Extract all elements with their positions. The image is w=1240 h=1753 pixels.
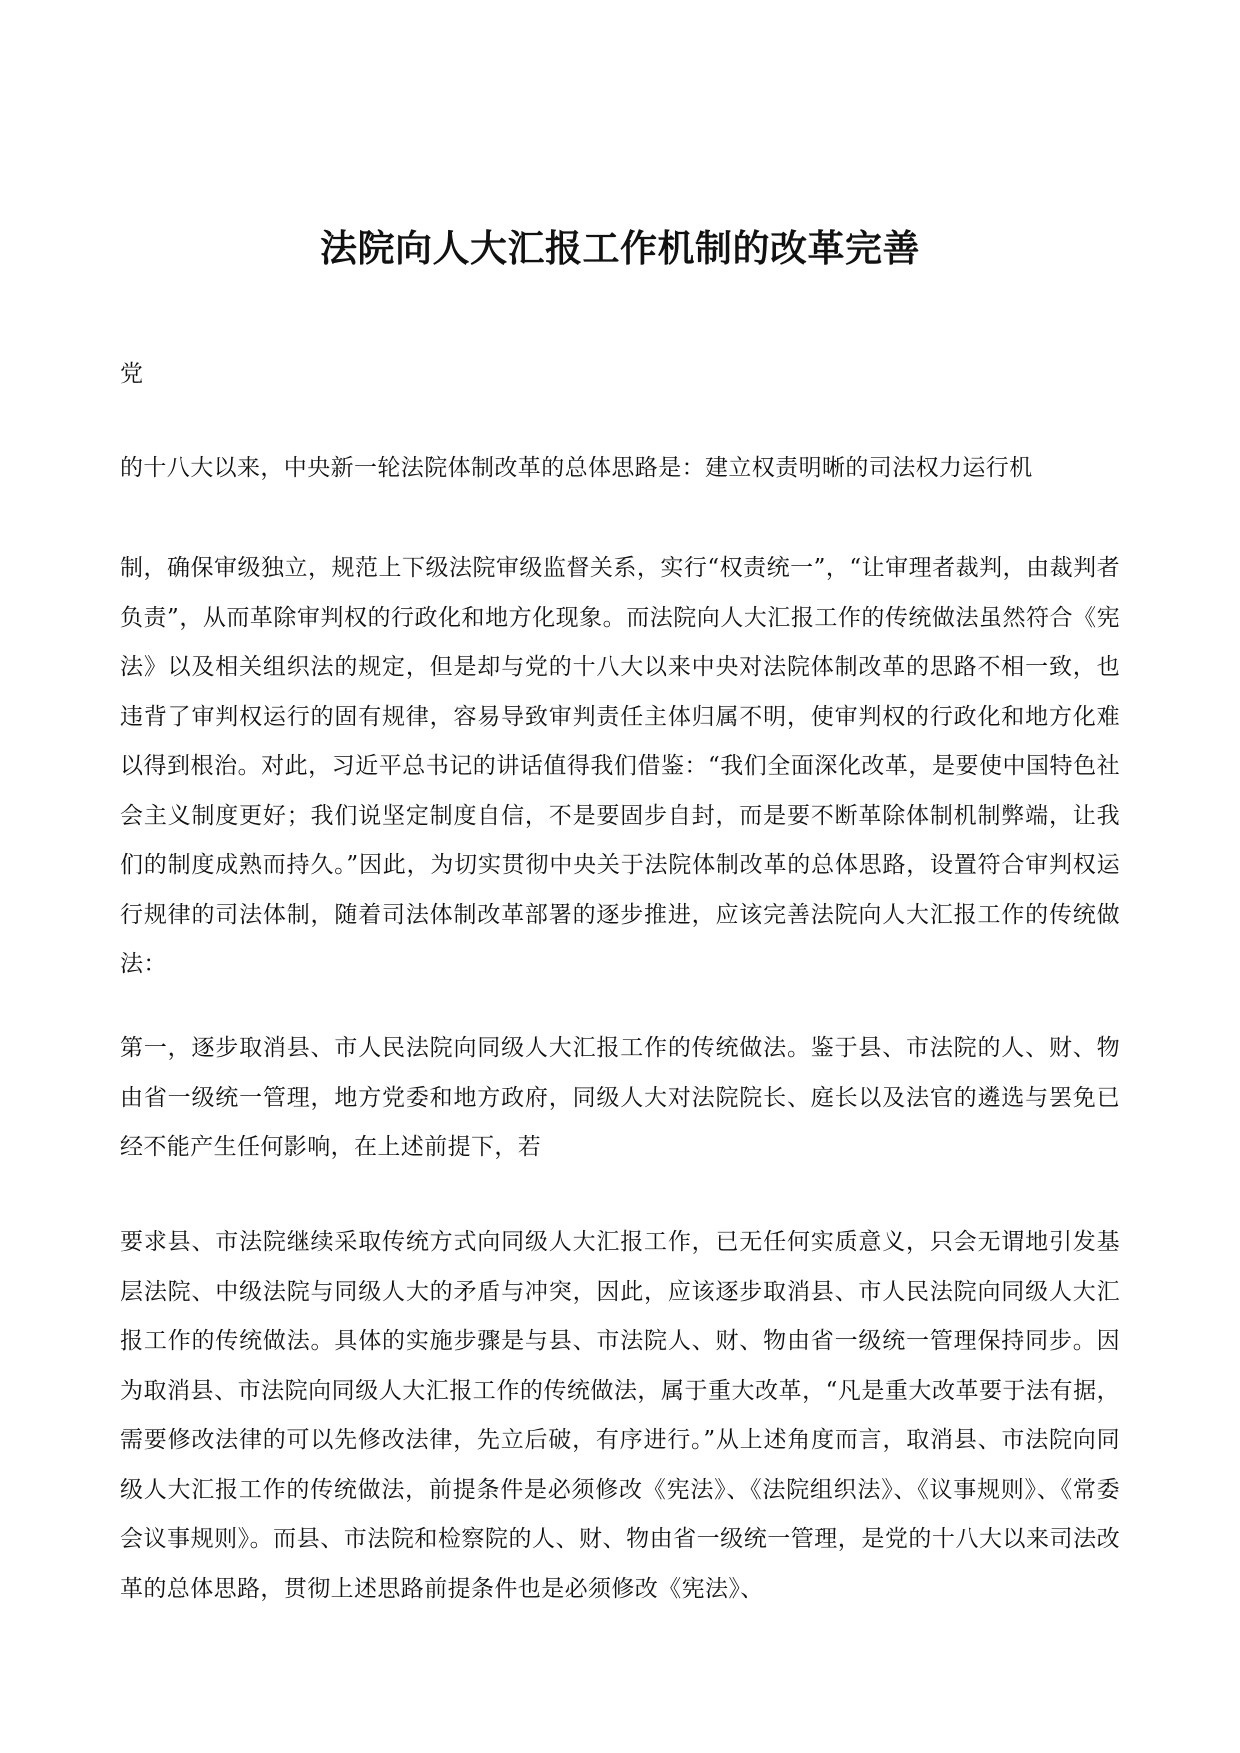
page-title: 法院向人大汇报工作机制的改革完善	[320, 226, 920, 270]
paragraph-1: 党	[120, 361, 144, 387]
paragraph-5: 要求县、市法院继续采取传统方式向同级人大汇报工作，已无任何实质意义，只会无谓地引发基层法院、中级法院与同级人大的矛盾与冲突，因此，应该逐步取消县、市人民法院向同级人大汇报工作的传统做法。具体的实施步骤是与县、市法院人、财、物由省一级统一管理保持同步。因为取消县、市法院向同级人大汇报工作的传统做法，属于重大改革，“凡是重大改革要于法有据，需要修改法律的可以先修改法律，先立后破，有序进行。”从上述角度而言，取消县、市法院向同级人大汇报工作的传统做法，前提条件是必须修改《宪法》、《法院组织法》、《议事规则》、《常委会议事规则》。而县、市法院和检察院的人、财、物由省一级统一管理，是党的十八大以来司法改革的总体思路，贯彻上述思路前提条件也是必须修改《宪法》、	[120, 1229, 1120, 1602]
paragraph-3: 制，确保审级独立，规范上下级法院审级监督关系，实行“权责统一”，“让审理者裁判，由裁判者负责”，从而革除审判权的行政化和地方化现象。而法院向人大汇报工作的传统做法虽然符合《宪法》以及相关组织法的规定，但是却与党的十八大以来中央对法院体制改革的思路不相一致，也违背了审判权运行的固有规律，容易导致审判责任主体归属不明，使审判权的行政化和地方化难以得到根治。对此，习近平总书记的讲话值得我们借鉴：“我们全面深化改革，是要使中国特色社会主义制度更好；我们说坚定制度自信，不是要固步自封，而是要不断革除体制机制弊端，让我们的制度成熟而持久。”因此，为切实贯彻中央关于法院体制改革的总体思路，设置符合审判权运行规律的司法体制，随着司法体制改革部署的逐步推进，应该完善法院向人大汇报工作的传统做法：	[120, 555, 1120, 977]
paragraph-4: 第一，逐步取消县、市人民法院向同级人大汇报工作的传统做法。鉴于县、市法院的人、财、物由省一级统一管理，地方党委和地方政府，同级人大对法院院长、庭长以及法官的遴选与罢免已经不能产生任何影响，在上述前提下，若	[120, 1035, 1120, 1160]
paragraph-2: 的十八大以来，中央新一轮法院体制改革的总体思路是：建立权责明晰的司法权力运行机	[120, 455, 1033, 481]
